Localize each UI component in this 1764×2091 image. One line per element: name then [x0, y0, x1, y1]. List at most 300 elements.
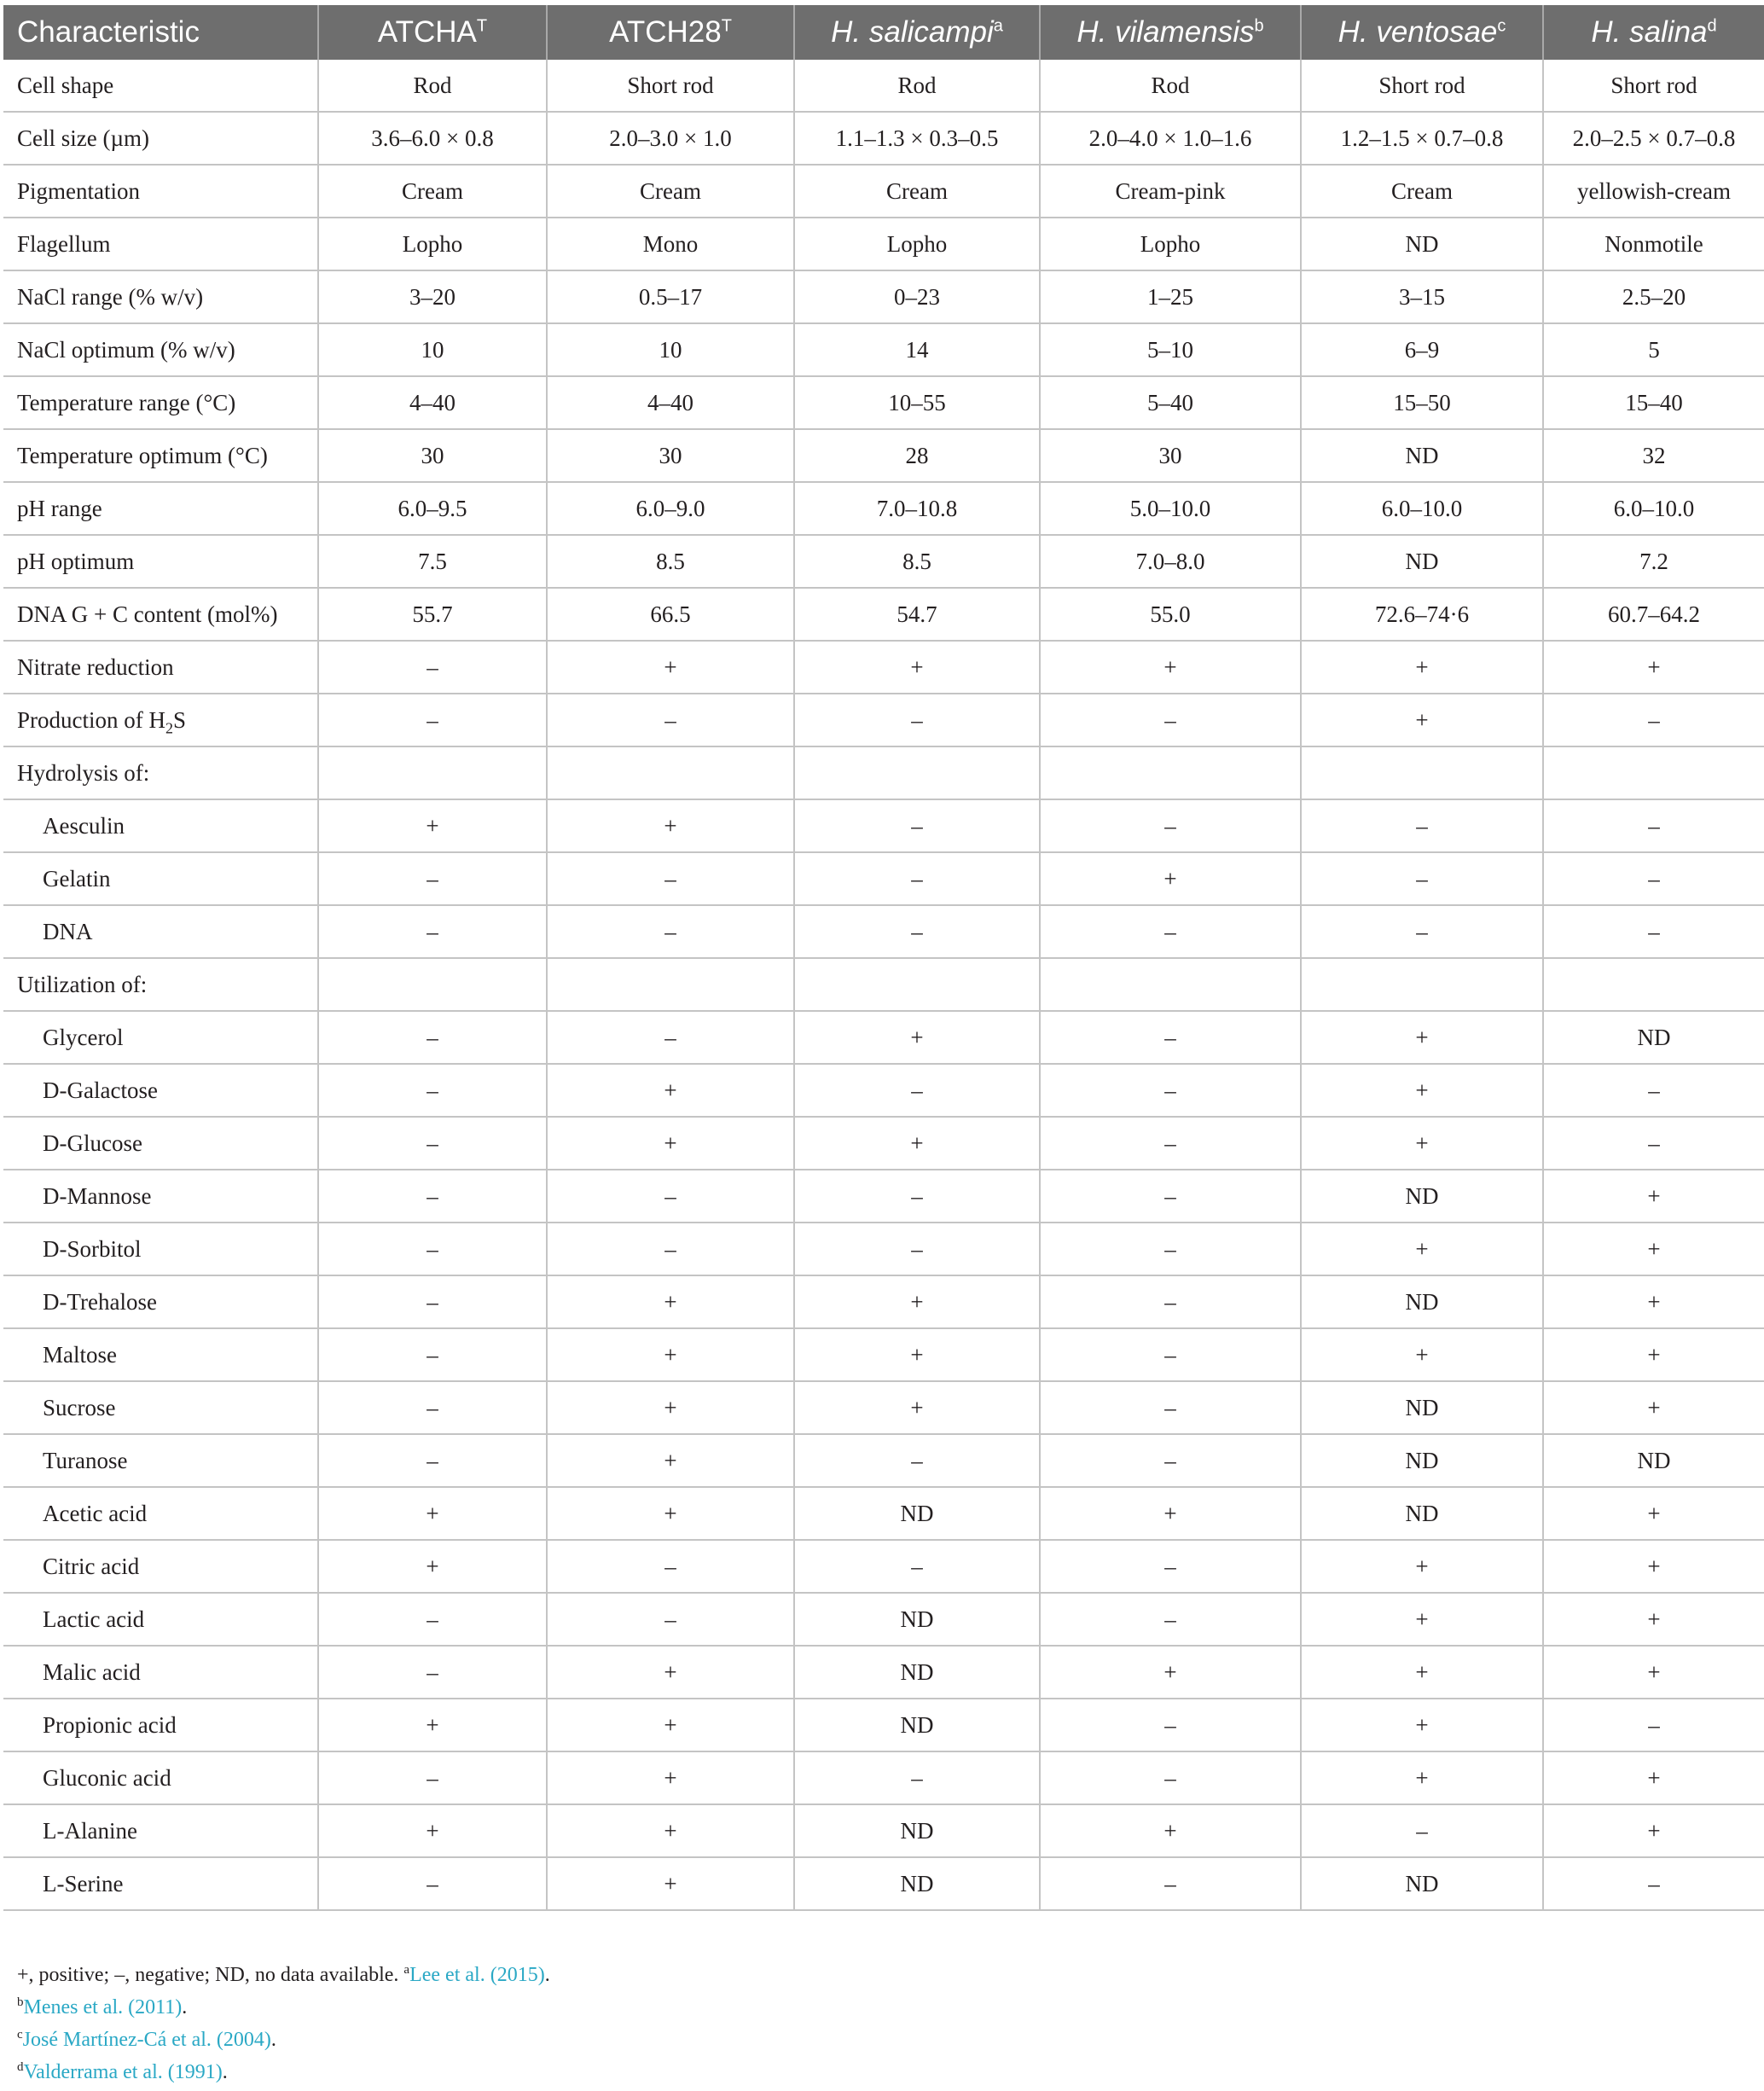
table-cell: ND	[794, 1487, 1040, 1540]
table-cell: ND	[1301, 1275, 1543, 1328]
table-cell: Cream	[1301, 165, 1543, 218]
row-label-text: Aesculin	[43, 812, 125, 839]
column-header-2	[547, 5, 794, 60]
table-cell: 30	[547, 429, 794, 482]
table-row	[3, 535, 1764, 588]
row-label-suffix: S	[172, 706, 187, 733]
table-cell: –	[547, 1223, 794, 1275]
table-cell: +	[1543, 1646, 1764, 1699]
table-cell: +	[547, 1487, 794, 1540]
table-cell: +	[1301, 1011, 1543, 1064]
table-row	[3, 1223, 1764, 1275]
row-label-text: Glycerol	[43, 1024, 124, 1050]
table-cell: Rod	[1040, 60, 1301, 112]
row-label-text: pH range	[17, 495, 102, 521]
table-cell: +	[1040, 1487, 1301, 1540]
row-label-subscript: 2	[165, 718, 173, 736]
column-header-superscript: b	[1254, 16, 1264, 36]
table-cell: +	[547, 799, 794, 852]
table-row	[3, 1487, 1764, 1540]
characteristics-table	[3, 5, 1764, 1911]
table-cell: Lopho	[1040, 218, 1301, 270]
column-header-name: Characteristic	[17, 15, 200, 49]
table-cell: +	[1301, 1328, 1543, 1381]
row-label	[3, 746, 318, 799]
table-cell: –	[794, 1223, 1040, 1275]
table-cell: –	[318, 1381, 547, 1434]
table-cell: 3–20	[318, 270, 547, 323]
footnote-marker-b: b	[17, 1995, 24, 2009]
table-cell: 66.5	[547, 588, 794, 641]
table-cell: –	[547, 694, 794, 746]
table-cell: –	[1543, 1117, 1764, 1170]
table-cell: –	[547, 1011, 794, 1064]
table-cell: –	[318, 1646, 547, 1699]
table-cell: –	[1301, 852, 1543, 905]
table-cell: 8.5	[547, 535, 794, 588]
row-label-text: L-Alanine	[43, 1817, 137, 1844]
table-cell: –	[1543, 1857, 1764, 1910]
column-header-name: H. ventosae	[1338, 15, 1498, 49]
table-cell: +	[1543, 1487, 1764, 1540]
column-header-name: H. salina	[1591, 15, 1708, 49]
footnote-tail-d: .	[222, 2061, 228, 2083]
table-cell: –	[318, 1223, 547, 1275]
row-label-text: Hydrolysis of:	[17, 759, 150, 786]
row-label	[3, 1170, 318, 1223]
row-label-text: Turanose	[43, 1447, 128, 1473]
table-body	[3, 60, 1764, 1910]
table-cell: 10–55	[794, 376, 1040, 429]
table-cell: 4–40	[547, 376, 794, 429]
table-cell: –	[318, 1328, 547, 1381]
table-cell: –	[1040, 1540, 1301, 1593]
table-cell: +	[1301, 1646, 1543, 1699]
table-row	[3, 694, 1764, 746]
column-header-name: ATCH28	[609, 15, 722, 49]
table-cell: +	[1040, 1804, 1301, 1857]
table-cell: 60.7–64.2	[1543, 588, 1764, 641]
table-cell: +	[1040, 852, 1301, 905]
table-cell: +	[547, 1699, 794, 1751]
table-cell: +	[1543, 1328, 1764, 1381]
row-label	[3, 1804, 318, 1857]
table-cell: +	[1543, 1223, 1764, 1275]
column-header-5	[1301, 5, 1543, 60]
table-cell: 2.5–20	[1543, 270, 1764, 323]
table-cell: –	[318, 1751, 547, 1804]
table-cell: –	[1040, 905, 1301, 958]
table-cell: –	[1040, 1699, 1301, 1751]
table-cell: +	[1301, 1117, 1543, 1170]
table-cell: –	[1040, 1275, 1301, 1328]
table-cell: –	[794, 1434, 1040, 1487]
table-cell: –	[318, 694, 547, 746]
table-cell: +	[1301, 1540, 1543, 1593]
row-label	[3, 270, 318, 323]
row-label	[3, 958, 318, 1011]
reference-link-a[interactable]: Lee et al. (2015)	[409, 1964, 545, 1986]
row-label-text: Cell size (µm)	[17, 125, 150, 151]
table-row	[3, 852, 1764, 905]
column-header-0	[3, 5, 318, 60]
table-cell: Short rod	[1301, 60, 1543, 112]
table-cell: –	[318, 1064, 547, 1117]
row-label	[3, 1487, 318, 1540]
row-label-text: NaCl range (% w/v)	[17, 283, 204, 310]
table-row	[3, 1011, 1764, 1064]
table-cell: Rod	[794, 60, 1040, 112]
column-header-6	[1543, 5, 1764, 60]
table-cell: 6.0–10.0	[1543, 482, 1764, 535]
table-cell: –	[1040, 1011, 1301, 1064]
row-label-text: Production of H	[17, 706, 165, 733]
table-cell: +	[1543, 1540, 1764, 1593]
table-cell	[794, 958, 1040, 1011]
table-cell	[1543, 746, 1764, 799]
table-cell: 6–9	[1301, 323, 1543, 376]
column-header-3	[794, 5, 1040, 60]
table-cell: 7.0–8.0	[1040, 535, 1301, 588]
table-cell: –	[1040, 1593, 1301, 1646]
table-cell: +	[547, 1381, 794, 1434]
table-cell: +	[1543, 1751, 1764, 1804]
table-cell: +	[1301, 641, 1543, 694]
row-label	[3, 1064, 318, 1117]
table-row	[3, 799, 1764, 852]
table-row	[3, 165, 1764, 218]
table-cell	[547, 958, 794, 1011]
table-cell: 0.5–17	[547, 270, 794, 323]
table-cell: –	[318, 1275, 547, 1328]
row-label-text: Propionic acid	[43, 1711, 177, 1738]
table-cell: 2.0–3.0 × 1.0	[547, 112, 794, 165]
column-header-superscript: T	[476, 16, 488, 36]
table-row	[3, 1275, 1764, 1328]
legend-text: +, positive; –, negative; ND, no data available.	[17, 1964, 404, 1986]
table-cell: ND	[794, 1699, 1040, 1751]
table-cell: Cream	[318, 165, 547, 218]
row-label	[3, 376, 318, 429]
table-cell	[1040, 958, 1301, 1011]
table-row	[3, 1593, 1764, 1646]
column-header-superscript: a	[993, 16, 1003, 36]
table-row	[3, 746, 1764, 799]
table-cell: +	[318, 1804, 547, 1857]
table-cell: –	[547, 852, 794, 905]
row-label	[3, 1593, 318, 1646]
row-label-text: NaCl optimum (% w/v)	[17, 336, 235, 363]
table-cell: yellowish-cream	[1543, 165, 1764, 218]
row-label-text: D-Mannose	[43, 1182, 152, 1209]
table-cell: Short rod	[547, 60, 794, 112]
row-label	[3, 1857, 318, 1910]
table-cell: –	[1543, 905, 1764, 958]
table-cell: ND	[1543, 1011, 1764, 1064]
table-cell: +	[1543, 1804, 1764, 1857]
footnote-b	[17, 1991, 550, 2024]
table-cell: ND	[794, 1804, 1040, 1857]
row-label	[3, 852, 318, 905]
row-label-text: D-Galactose	[43, 1077, 158, 1103]
row-label	[3, 1011, 318, 1064]
table-cell: ND	[1301, 1487, 1543, 1540]
row-label	[3, 165, 318, 218]
table-cell: –	[1543, 1064, 1764, 1117]
table-cell: ND	[1301, 1381, 1543, 1434]
table-cell: –	[318, 1593, 547, 1646]
table-cell: +	[1301, 1699, 1543, 1751]
row-label-text: Citric acid	[43, 1553, 140, 1579]
table-cell: +	[1040, 641, 1301, 694]
table-cell: –	[794, 905, 1040, 958]
table-cell	[318, 746, 547, 799]
row-label	[3, 1117, 318, 1170]
table-cell: –	[318, 1170, 547, 1223]
row-label-text: Gluconic acid	[43, 1764, 171, 1791]
row-label-text: Temperature range (°C)	[17, 389, 236, 415]
table-cell: –	[547, 905, 794, 958]
table-row	[3, 588, 1764, 641]
table-cell: Rod	[318, 60, 547, 112]
row-label-text: Cell shape	[17, 72, 114, 98]
table-cell: +	[318, 1699, 547, 1751]
table-row	[3, 958, 1764, 1011]
table-cell: –	[794, 1751, 1040, 1804]
footnote-marker-a: a	[403, 1963, 410, 1977]
table-cell: Short rod	[1543, 60, 1764, 112]
row-label	[3, 535, 318, 588]
table-cell: +	[547, 1857, 794, 1910]
table-cell: +	[547, 1751, 794, 1804]
table-cell	[794, 746, 1040, 799]
table-cell: +	[1543, 641, 1764, 694]
table-cell: ND	[794, 1646, 1040, 1699]
table-cell: 1.1–1.3 × 0.3–0.5	[794, 112, 1040, 165]
table-cell: –	[1040, 1857, 1301, 1910]
table-cell: +	[794, 1117, 1040, 1170]
row-label-text: D-Trehalose	[43, 1288, 157, 1315]
table-cell: +	[1301, 694, 1543, 746]
row-label-text: Sucrose	[43, 1394, 116, 1420]
table-header-row	[3, 5, 1764, 60]
row-label-text: Flagellum	[17, 230, 111, 257]
row-label-text: Gelatin	[43, 865, 111, 892]
table-cell	[1301, 746, 1543, 799]
column-header-superscript: d	[1707, 16, 1717, 36]
row-label	[3, 323, 318, 376]
table-cell: –	[1040, 694, 1301, 746]
table-cell: ND	[1301, 1857, 1543, 1910]
row-label	[3, 1751, 318, 1804]
table-row	[3, 641, 1764, 694]
table-cell: ND	[1301, 1434, 1543, 1487]
table-cell: –	[794, 1064, 1040, 1117]
table-cell: –	[794, 799, 1040, 852]
table-cell: +	[1543, 1275, 1764, 1328]
table-row	[3, 1540, 1764, 1593]
footnotes	[17, 1959, 550, 2088]
table-cell: –	[1040, 1328, 1301, 1381]
row-label-text: Acetic acid	[43, 1500, 148, 1526]
table-cell: 15–40	[1543, 376, 1764, 429]
table-cell: 4–40	[318, 376, 547, 429]
table-cell: 6.0–9.0	[547, 482, 794, 535]
table-cell: 6.0–9.5	[318, 482, 547, 535]
table-cell: 54.7	[794, 588, 1040, 641]
table-cell: ND	[1301, 1170, 1543, 1223]
table-cell: 0–23	[794, 270, 1040, 323]
table-cell: –	[1040, 799, 1301, 852]
table-row	[3, 1857, 1764, 1910]
row-label-text: D-Glucose	[43, 1130, 142, 1156]
table-cell: +	[547, 1275, 794, 1328]
row-label-text: Maltose	[43, 1341, 117, 1368]
table-cell	[1040, 746, 1301, 799]
table-cell: ND	[794, 1593, 1040, 1646]
table-cell: 55.7	[318, 588, 547, 641]
table-row	[3, 112, 1764, 165]
table-cell: –	[318, 1434, 547, 1487]
table-cell: 5–40	[1040, 376, 1301, 429]
table-cell: –	[794, 1540, 1040, 1593]
footnote-legend	[17, 1959, 550, 1991]
row-label-text: DNA	[43, 918, 93, 944]
table-cell: +	[547, 1328, 794, 1381]
table-row	[3, 270, 1764, 323]
row-label	[3, 482, 318, 535]
column-header-superscript: c	[1497, 16, 1506, 36]
table-cell: +	[1301, 1223, 1543, 1275]
table-cell: +	[547, 1646, 794, 1699]
table-row	[3, 482, 1764, 535]
table-row	[3, 1117, 1764, 1170]
row-label-text: Lactic acid	[43, 1606, 145, 1632]
table-cell: –	[1301, 905, 1543, 958]
table-cell: +	[547, 1117, 794, 1170]
row-label-text: DNA G + C content (mol%)	[17, 601, 278, 627]
row-label	[3, 905, 318, 958]
row-label	[3, 588, 318, 641]
table-cell: 55.0	[1040, 588, 1301, 641]
table-cell: 2.0–4.0 × 1.0–1.6	[1040, 112, 1301, 165]
table-cell: 5–10	[1040, 323, 1301, 376]
table-cell: +	[547, 1064, 794, 1117]
table-cell: –	[547, 1170, 794, 1223]
table-cell: –	[1040, 1434, 1301, 1487]
table-cell: 7.5	[318, 535, 547, 588]
reference-link-c[interactable]: José Martínez-Cá et al. (2004)	[22, 2029, 271, 2051]
row-label	[3, 60, 318, 112]
table-row	[3, 1804, 1764, 1857]
table-row	[3, 1699, 1764, 1751]
footnote-tail-c: .	[270, 2029, 276, 2051]
table-cell: –	[1543, 1699, 1764, 1751]
table-cell: 7.2	[1543, 535, 1764, 588]
footnote-marker-d: d	[17, 2060, 24, 2074]
table-cell: ND	[1301, 535, 1543, 588]
row-label-text: D-Sorbitol	[43, 1235, 142, 1262]
row-label	[3, 1381, 318, 1434]
table-cell: 30	[318, 429, 547, 482]
table-cell: 32	[1543, 429, 1764, 482]
table-row	[3, 1434, 1764, 1487]
table-cell: –	[794, 852, 1040, 905]
row-label-text: Utilization of:	[17, 971, 148, 997]
row-label	[3, 218, 318, 270]
table-row	[3, 429, 1764, 482]
table-cell: +	[794, 1011, 1040, 1064]
table-cell: ND	[1301, 429, 1543, 482]
table-cell: –	[1040, 1223, 1301, 1275]
table-cell: +	[1543, 1593, 1764, 1646]
table-cell: ND	[1543, 1434, 1764, 1487]
table-cell: +	[1301, 1593, 1543, 1646]
table-cell: 30	[1040, 429, 1301, 482]
row-label-text: Nitrate reduction	[17, 653, 174, 680]
table-cell: –	[1543, 852, 1764, 905]
table-cell: –	[318, 1857, 547, 1910]
table-cell: +	[547, 641, 794, 694]
table-row	[3, 1646, 1764, 1699]
table-cell: –	[1543, 694, 1764, 746]
table-cell: –	[1040, 1751, 1301, 1804]
table-cell: 1.2–1.5 × 0.7–0.8	[1301, 112, 1543, 165]
row-label	[3, 1434, 318, 1487]
table-cell: 1–25	[1040, 270, 1301, 323]
table-cell: 6.0–10.0	[1301, 482, 1543, 535]
table-cell: –	[794, 1170, 1040, 1223]
table-cell	[1301, 958, 1543, 1011]
table-row	[3, 218, 1764, 270]
column-header-name: H. vilamensis	[1076, 15, 1255, 49]
row-label	[3, 799, 318, 852]
table-cell: +	[1301, 1751, 1543, 1804]
table-cell: –	[547, 1593, 794, 1646]
table-cell: 2.0–2.5 × 0.7–0.8	[1543, 112, 1764, 165]
footnote-tail-a: .	[544, 1964, 550, 1986]
table-cell	[1543, 958, 1764, 1011]
table-cell: +	[318, 799, 547, 852]
table-cell: –	[547, 1540, 794, 1593]
row-label-text: pH optimum	[17, 548, 135, 574]
table-cell: –	[794, 694, 1040, 746]
reference-link-b[interactable]: Menes et al. (2011)	[23, 1996, 183, 2018]
table-cell: –	[318, 852, 547, 905]
table-cell: +	[1543, 1381, 1764, 1434]
table-cell: 3.6–6.0 × 0.8	[318, 112, 547, 165]
table-cell: 5.0–10.0	[1040, 482, 1301, 535]
table-cell: ND	[794, 1857, 1040, 1910]
reference-link-d[interactable]: Valderrama et al. (1991)	[23, 2061, 223, 2083]
footnote-marker-c: c	[17, 2028, 23, 2042]
row-label	[3, 641, 318, 694]
table-cell	[547, 746, 794, 799]
table-cell: –	[1040, 1381, 1301, 1434]
table-cell: +	[794, 641, 1040, 694]
table-cell: 28	[794, 429, 1040, 482]
row-label	[3, 694, 318, 746]
table-cell: 8.5	[794, 535, 1040, 588]
table-cell: –	[1040, 1170, 1301, 1223]
column-header-superscript: T	[721, 16, 732, 36]
footnote-tail-b: .	[182, 1996, 188, 2018]
table-row	[3, 323, 1764, 376]
column-header-name: ATCHA	[377, 15, 477, 49]
table-cell: +	[1040, 1646, 1301, 1699]
table-row	[3, 1064, 1764, 1117]
table-cell: –	[318, 905, 547, 958]
